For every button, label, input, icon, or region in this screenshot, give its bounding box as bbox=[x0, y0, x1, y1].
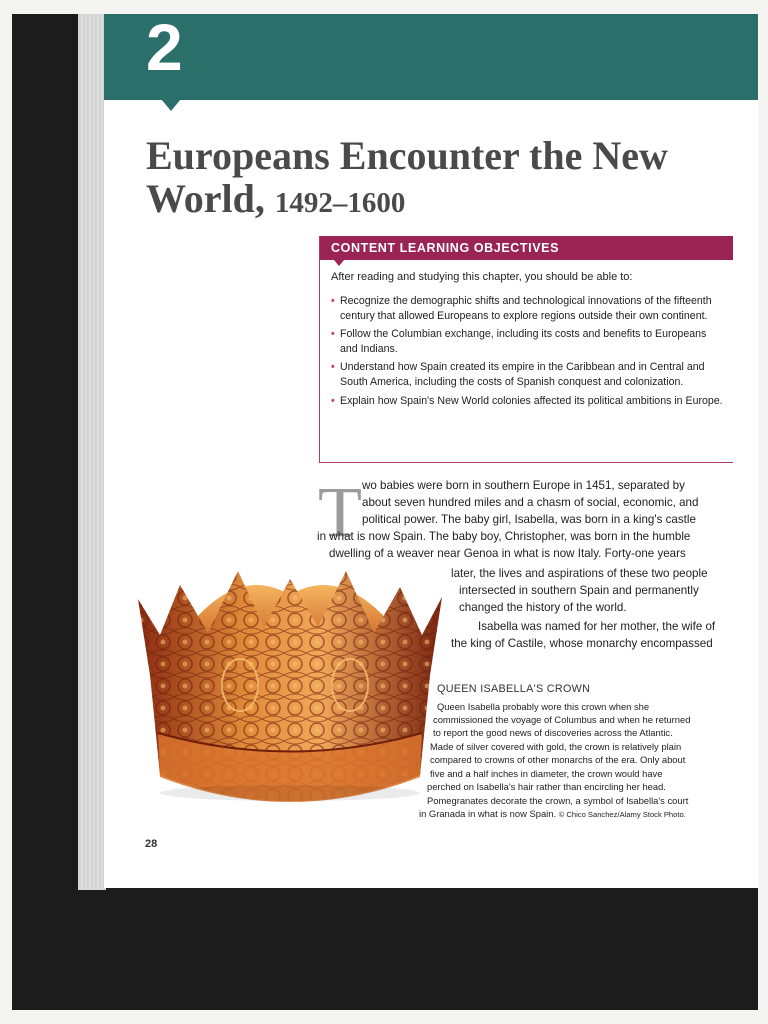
body-line: Isabella was named for her mother, the wife of bbox=[478, 620, 716, 633]
header-notch bbox=[161, 99, 181, 111]
caption-line: Pomegranates decorate the crown, a symbol of Isabella's court bbox=[427, 795, 689, 806]
bullet-icon: • bbox=[331, 361, 335, 374]
caption-line: commissioned the voyage of Columbus and when he returned bbox=[433, 714, 691, 725]
caption-line: compared to crowns of other monarchs of the era. Only about bbox=[430, 754, 686, 765]
body-line: in what is now Spain. The baby boy, Christopher, was born in the humble bbox=[317, 530, 691, 543]
caption-last-line bbox=[419, 807, 686, 821]
objective-text: Explain how Spain's New World colonies affected its political ambitions in Europe. bbox=[340, 394, 723, 407]
caption-line: Made of silver covered with gold, the crown is relatively plain bbox=[430, 741, 682, 752]
objectives-heading-notch bbox=[334, 260, 344, 266]
body-line: changed the history of the world. bbox=[459, 601, 627, 614]
photo-credit: © Chico Sanchez/Alamy Stock Photo. bbox=[558, 810, 686, 819]
learning-objectives-intro: After reading and studying this chapter, you should be able to: bbox=[331, 271, 633, 283]
page-number: 28 bbox=[145, 838, 158, 850]
bullet-icon: • bbox=[331, 295, 335, 307]
objective-text: Follow the Columbian exchange, including its costs and benefits to Europeans and Indians. bbox=[340, 328, 707, 355]
body-line: dwelling of a weaver near Genoa in what is now Italy. Forty-one years bbox=[329, 547, 686, 560]
scan-dark-margin-bottom bbox=[12, 888, 758, 1010]
chapter-number: 2 bbox=[146, 10, 183, 84]
bullet-icon: • bbox=[331, 394, 335, 407]
crown-shadow bbox=[160, 785, 420, 801]
scan-dark-margin-left bbox=[12, 14, 78, 1010]
body-line: about seven hundred miles and a chasm of social, economic, and bbox=[362, 496, 699, 509]
body-line: the king of Castile, whose monarchy encompassed bbox=[451, 637, 713, 650]
body-line: wo babies were born in southern Europe in 1451, separated by bbox=[362, 479, 685, 492]
caption-line: to report the good news of discoveries across the Atlantic. bbox=[433, 727, 673, 738]
crown-illustration bbox=[130, 565, 450, 835]
book-page-edges bbox=[78, 14, 106, 890]
bullet-icon: • bbox=[331, 328, 335, 341]
learning-objectives-heading: CONTENT LEARNING OBJECTIVES bbox=[320, 236, 733, 260]
caption-line: in Granada in what is now Spain. bbox=[419, 808, 557, 819]
chapter-title bbox=[146, 134, 726, 225]
objective-text: Understand how Spain created its empire in the Caribbean and in Central and South America, including the costs of Spanish conquest and colonization. bbox=[340, 361, 705, 388]
chapter-title-dates: 1492–1600 bbox=[274, 187, 406, 219]
learning-objectives-box bbox=[319, 236, 733, 463]
drop-cap: T bbox=[318, 472, 362, 552]
objective-item bbox=[331, 360, 726, 389]
caption-line: Queen Isabella probably wore this crown when she bbox=[437, 701, 650, 712]
caption-line: five and a half inches in diameter, the crown would have bbox=[430, 768, 663, 779]
objective-item bbox=[331, 294, 726, 323]
caption-line: perched on Isabella's hair rather than encircling her head. bbox=[427, 781, 666, 792]
body-line: later, the lives and aspirations of these two people bbox=[451, 567, 708, 580]
body-line: intersected in southern Spain and permanently bbox=[459, 584, 699, 597]
chapter-header-band bbox=[104, 10, 758, 100]
chapter-title-main: Europeans Encounter the New World, bbox=[146, 133, 668, 221]
objective-item bbox=[331, 394, 726, 409]
objective-item bbox=[331, 327, 726, 356]
learning-objectives-list bbox=[331, 294, 726, 412]
body-line: political power. The baby girl, Isabella, was born in a king's castle bbox=[362, 513, 696, 526]
caption-title: QUEEN ISABELLA'S CROWN bbox=[437, 683, 591, 695]
crown-photo bbox=[130, 565, 450, 835]
objective-text: Recognize the demographic shifts and technological innovations of the fifteenth century that allowed Europeans to explore regions outside their own continent. bbox=[340, 295, 712, 322]
